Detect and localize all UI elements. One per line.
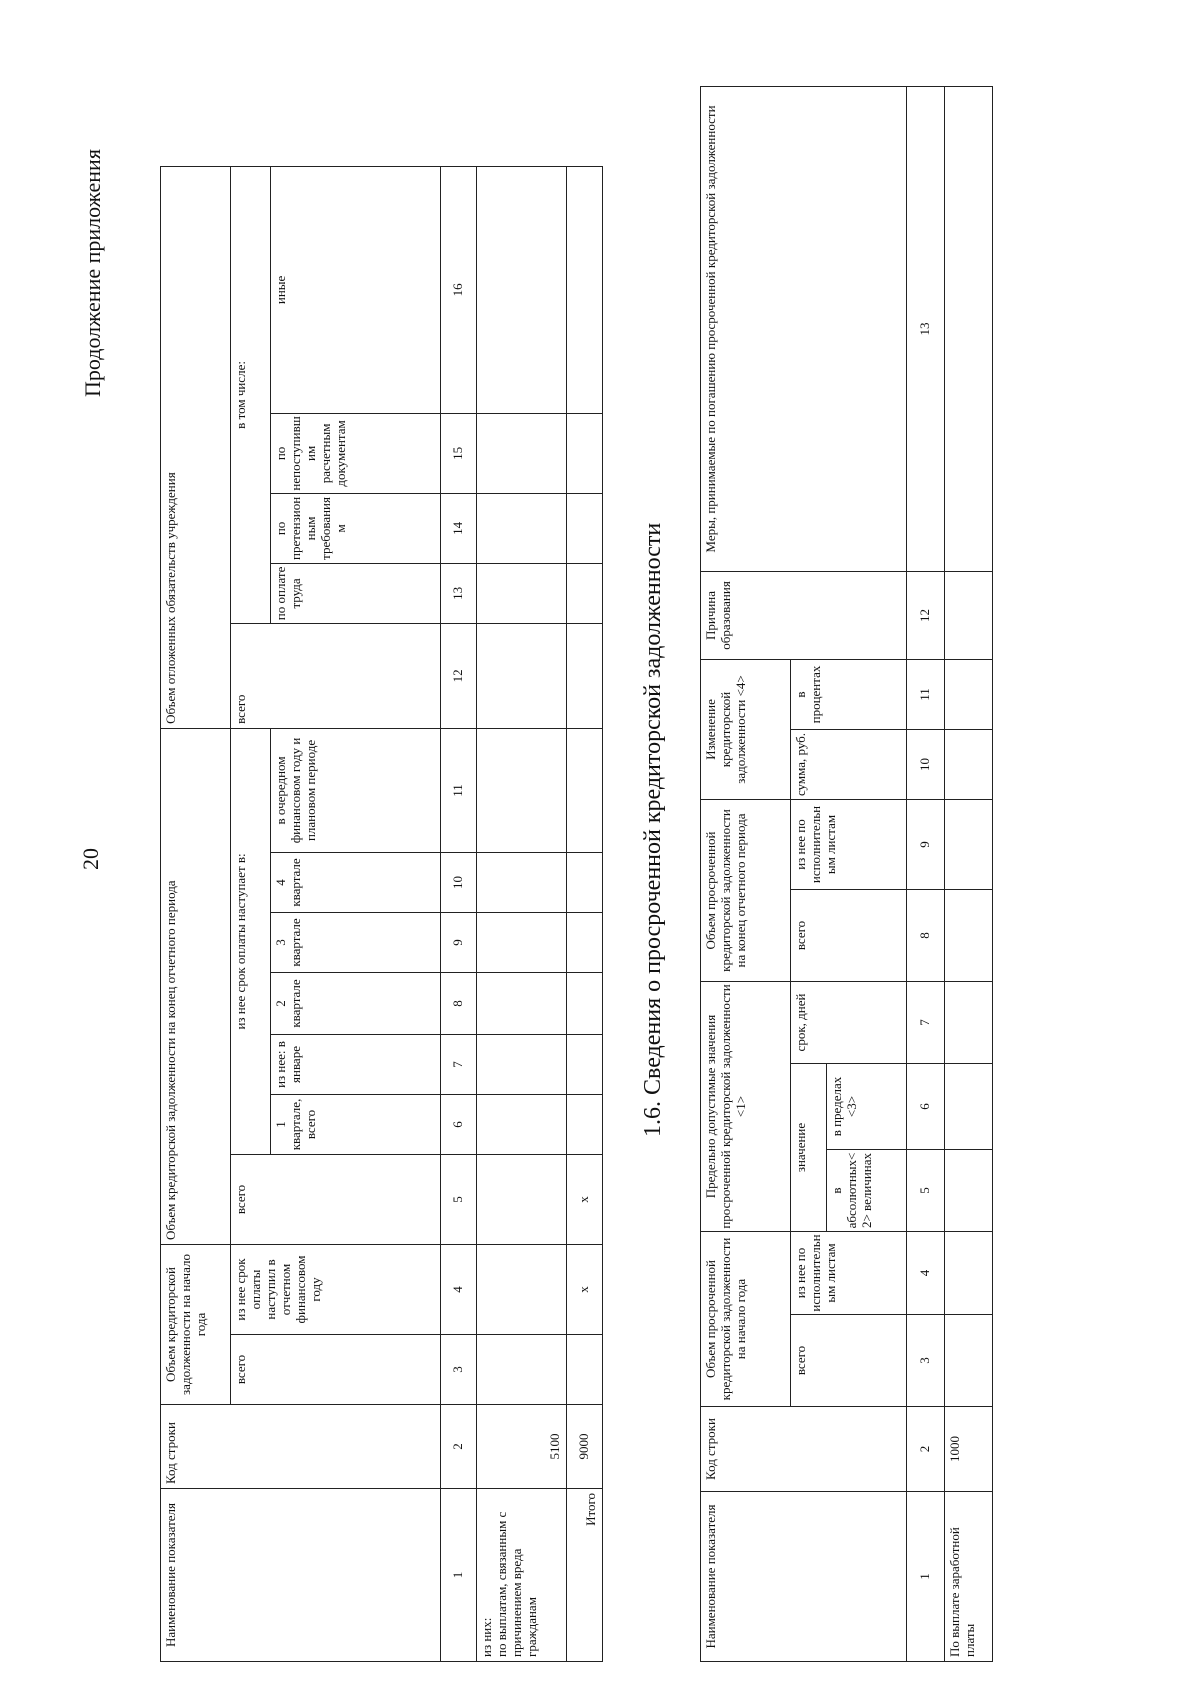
- col-header-def-total: всего: [231, 623, 441, 728]
- col-header-value: значение: [791, 1064, 827, 1232]
- col-header-name: Наименование показателя: [701, 1492, 907, 1662]
- cell-x: x: [567, 1244, 603, 1334]
- column-numbers-row: [441, 166, 477, 1661]
- row-name: Итого: [567, 1489, 603, 1662]
- table-row: [477, 166, 567, 1661]
- col-header-jan: из нее: в январе: [271, 1034, 441, 1094]
- col-header-measures: Меры, принимаемые по погашению просроченной кредиторской задолженности: [701, 86, 907, 571]
- row-code: 9000: [567, 1405, 603, 1489]
- col-header-start-total: всего: [231, 1335, 441, 1405]
- table-overdue-payables: [700, 86, 993, 1662]
- col-num: 6: [907, 1064, 945, 1150]
- col-num: 13: [907, 86, 945, 571]
- table-row: [945, 86, 993, 1661]
- col-header-start-total: всего: [791, 1315, 907, 1407]
- col-header-deferred: Объем отложенных обязательств учреждения: [161, 166, 231, 728]
- col-num: 5: [441, 1154, 477, 1244]
- col-header-end: Объем кредиторской задолженности на конец отчетного периода: [161, 728, 231, 1244]
- col-header-q4: 4 квартале: [271, 852, 441, 912]
- col-header-end: Объем просроченной кредиторской задолженности на конец отчетного периода: [701, 800, 791, 982]
- col-num: 12: [441, 623, 477, 728]
- col-header-docs: по непоступившим расчетным документам: [271, 413, 441, 493]
- col-header-limit: Предельно допустимые значения просроченной кредиторской задолженности <1>: [701, 982, 791, 1232]
- column-numbers-row: [907, 86, 945, 1661]
- col-header-pct: в пределах <3>: [827, 1064, 907, 1150]
- col-num: 11: [907, 659, 945, 729]
- col-header-q3: 3 квартале: [271, 912, 441, 972]
- col-header-abs: в абсолютных<2> величинах: [827, 1150, 907, 1232]
- col-num: 2: [907, 1407, 945, 1492]
- col-header-sum: сумма, руб.: [791, 730, 907, 800]
- col-num: 12: [907, 571, 945, 659]
- col-num: 16: [441, 166, 477, 413]
- table-payables: [160, 166, 603, 1662]
- col-header-end-total: всего: [231, 1154, 441, 1244]
- col-header-other: иные: [271, 166, 441, 413]
- col-header-end-exec: из нее по исполнительным листам: [791, 800, 907, 890]
- col-header-code: Код строки: [701, 1407, 907, 1492]
- col-num: 11: [441, 728, 477, 852]
- col-num: 3: [441, 1335, 477, 1405]
- col-num: 4: [907, 1232, 945, 1315]
- table-row-total: [567, 166, 603, 1661]
- col-num: 10: [441, 852, 477, 912]
- col-num: 1: [441, 1489, 477, 1662]
- cell-x: x: [567, 1154, 603, 1244]
- col-header-term: срок, дней: [791, 982, 907, 1064]
- col-num: 6: [441, 1094, 477, 1154]
- col-header-q1: 1 квартале, всего: [271, 1094, 441, 1154]
- col-header-q2: 2 квартале: [271, 972, 441, 1034]
- row-name: из них: по выплатам, связанным с причинением вреда гражданам: [477, 1489, 567, 1662]
- col-header-incl: в том числе:: [231, 166, 271, 623]
- col-num: 15: [441, 413, 477, 493]
- col-num: 9: [907, 800, 945, 890]
- col-header-start: Объем просроченной кредиторской задолженности на начало года: [701, 1232, 791, 1407]
- row-code: 5100: [477, 1405, 567, 1489]
- col-num: 7: [441, 1034, 477, 1094]
- col-num: 1: [907, 1492, 945, 1662]
- col-header-wage: по оплате труда: [271, 563, 441, 623]
- col-num: 8: [441, 972, 477, 1034]
- continuation-label: Продолжение приложения: [80, 149, 105, 397]
- row-name: По выплате заработной платы: [945, 1492, 993, 1662]
- page-number: 20: [78, 848, 103, 870]
- row-code: 1000: [945, 1407, 993, 1492]
- col-num: 8: [907, 890, 945, 982]
- col-num: 2: [441, 1405, 477, 1489]
- col-header-name: Наименование показателя: [161, 1489, 441, 1662]
- col-header-change: Изменение кредиторской задолженности <4>: [701, 659, 791, 799]
- col-num: 3: [907, 1315, 945, 1407]
- col-header-start: Объем кредиторской задолженности на начало года: [161, 1244, 231, 1404]
- col-num: 4: [441, 1244, 477, 1334]
- col-num: 10: [907, 730, 945, 800]
- section-title: 1.6. Сведения о просроченной кредиторской задолженности: [640, 522, 666, 1137]
- col-num: 5: [907, 1150, 945, 1232]
- col-header-start-due: из нее срок оплаты наступил в отчетном финансовом году: [231, 1244, 441, 1334]
- col-num: 7: [907, 982, 945, 1064]
- col-header-end-total: всего: [791, 890, 907, 982]
- col-header-reason: Причина образования: [701, 571, 907, 659]
- col-num: 13: [441, 563, 477, 623]
- col-header-end-due: из нее срок оплаты наступает в:: [231, 728, 271, 1154]
- col-num: 9: [441, 912, 477, 972]
- col-header-claims: по претензионным требованиям: [271, 493, 441, 563]
- col-header-start-exec: из нее по исполнительным листам: [791, 1232, 907, 1315]
- col-header-code: Код строки: [161, 1405, 441, 1489]
- col-header-pct2: в процентах: [791, 659, 907, 729]
- col-num: 14: [441, 493, 477, 563]
- col-header-next: в очередном финансовом году и плановом периоде: [271, 728, 441, 852]
